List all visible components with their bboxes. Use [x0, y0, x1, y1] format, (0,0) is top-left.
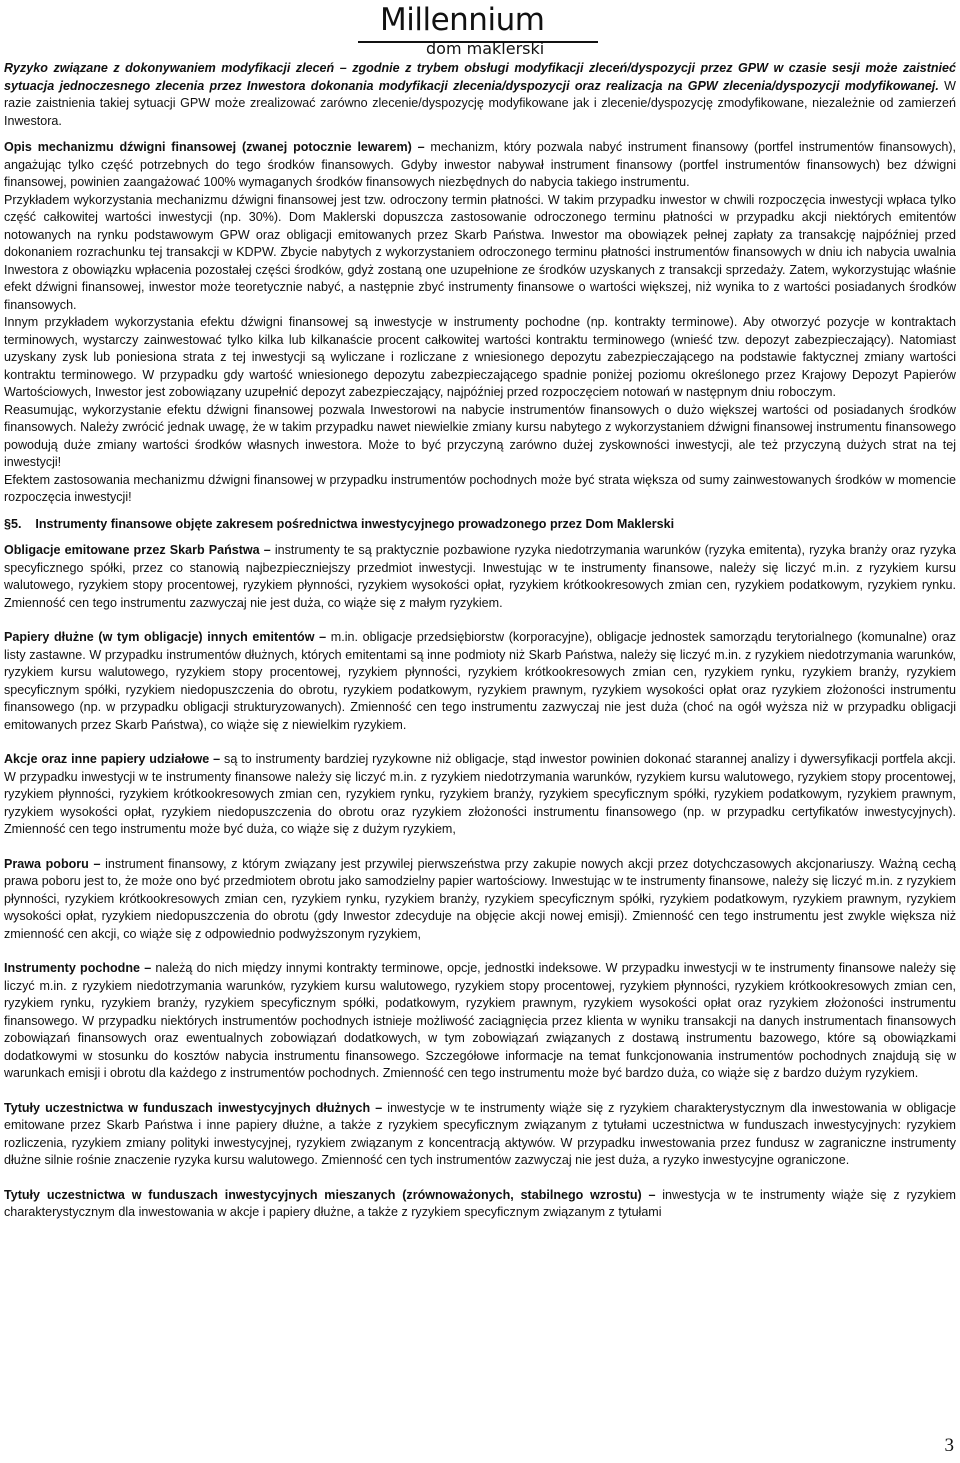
- paragraph-text: mechanizm, który pozwala nabyć instrument finansowy (portfel instrumentów finansowych), angażując tylko część potrzebnych do tego środków finansowych. Gdyby inwestor nabywał instrument finansowy (portfel instrumentów finansowych) bez dźwigni finansowej, powinien zaangażować 100% wymaganych środków finansowych niezbędnych do nabycia takiego instrumentu.: [4, 140, 956, 189]
- item-lead: Tytuły uczestnictwa w funduszach inwestycyjnych dłużnych –: [4, 1100, 383, 1115]
- paragraph-lead: Ryzyko związane z dokonywaniem modyfikacji zleceń: [4, 61, 335, 75]
- item-text: instrumenty te są praktycznie pozbawione ryzyka niedotrzymania warunków (ryzyka emitenta), ryzyka branży oraz ryzyka specyficznego spółki, przez co stanowią najbezpieczniejszy przedmiot inwestycji. Inwestując w te instrumenty finansowe, należy się liczyć m.in. z ryzykiem kursu walutowego, ryzykiem stopy procentowej, ryzykiem płynności, ryzykiem wysokości opłat, ryzykiem krótkookresowych zmian cen, ryzykiem podatkowym, ryzykiem rynku. Zmienność cen tego instrumentu zazwyczaj nie jest duża, co wiąże się z małym ryzykiem.: [4, 543, 956, 610]
- paragraph-lead: Opis mechanizmu dźwigni finansowej (zwanej potocznie lewarem) –: [4, 140, 425, 154]
- item-lead: Papiery dłużne (w tym obligacje) innych emitentów –: [4, 630, 327, 644]
- paragraph-deferred-payment: Przykładem wykorzystania mechanizmu dźwigni finansowej jest tzw. odroczony termin płatności. W takim przypadku inwestor w chwili rozpoczęcia inwestycji wpłaca tylko część całkowitej wartości inwestycji (np. 30%). Dom Maklerski dopuszcza zastosowanie odroczonego terminu płatności w przypadku akcji niektórych emitentów notowanych na rynku podstawowym GPW oraz obligacji emitowanych przez Skarb Państwa. Inwestor ma obowiązek pełnej zapłaty za transakcję najpóźniej przed dokonaniem rozrachunku tej transakcji w KDPW. Zbycie nabytych z wykorzystaniem odroczonego terminu płatności instrumentów finansowych w dniu ich nabycia uwalnia Inwestora z obowiązku wpłacenia pozostałej części środków, gdyż zostaną one uzupełnione ze środków uzyskanych z transakcji sprzedaży. Zatem, wykorzystując właśnie efekt dźwigni finansowej, inwestor może teoretycznie nabyć, a następnie zbyć instrumenty finansowe o wartości większej, niż wynika to z wartości posiadanych środków finansowych.: [4, 192, 956, 312]
- item-derivatives: [4, 960, 956, 1083]
- item-lead: Prawa poboru –: [4, 856, 101, 871]
- paragraph-leverage-loss: Efektem zastosowania mechanizmu dźwigni finansowej w przypadku instrumentów pochodnych może być strata większa od sumy zainwestowanych środków w momencie rozpoczęcia inwestycji!: [4, 472, 956, 504]
- item-shares: [4, 751, 956, 839]
- company-logo: [358, 2, 602, 58]
- item-debt-funds: [4, 1100, 956, 1170]
- section-number: §5.: [4, 516, 22, 531]
- item-debt-securities: [4, 629, 956, 734]
- item-lead: Tytuły uczestnictwa w funduszach inwestycyjnych mieszanych (zrównoważonych, stabilnego wzrostu) –: [4, 1187, 656, 1202]
- item-lead: Akcje oraz inne papiery udziałowe –: [4, 752, 221, 766]
- item-text: m.in. obligacje przedsiębiorstw (korporacyjne), obligacje jednostek samorządu terytorialnego (komunalne) oraz listy zastawne. W przypadku instrumentów dłużnych, których emitentami są inne podmioty niż Skarb Państwa, należy się liczyć m.in. z ryzykiem niedotrzymania warunków, ryzykiem kursu walutowego, ryzykiem stopy procentowej, ryzykiem płynności, ryzykiem krótkookresowych zmian cen, ryzykiem rynku, ryzykiem branży, ryzykiem specyficznym spółki, ryzykiem niedopuszczenia do obrotu, ryzykiem podatkowym, ryzykiem prawnym, ryzykiem wysokości opłat oraz ryzykiem złożoności instrumentu finansowego (np. w przypadku obligacji strukturyzowanych). Zmienność cen tego instrumentu zazwyczaj nie jest duża (choć na ogół wyższa niż w przypadku obligacji emitowanych przez Skarb Państwa), co wiąże się z niewielkim ryzykiem.: [4, 630, 956, 732]
- logo-name: Millennium: [380, 2, 545, 38]
- item-text: instrument finansowy, z którym związany jest przywilej pierwszeństwa przy zakupie nowych akcji przez dotychczasowych akcjonariuszy. Ważną cechą prawa poboru jest to, że może ono być przedmiotem obrotu jako samodzielny papier wartościowy. Inwestując w te instrumenty finansowe, należy się liczyć m.in. z ryzykiem płynności, ryzykiem krótkookresowych zmian cen, ryzykiem rynku, ryzykiem branży, ryzykiem specyficznym spółki, ryzykiem podatkowym, ryzykiem prawnym, ryzykiem wysokości opłat, ryzykiem niedopuszczenia do obrotu (gdy Inwestor zdecyduje na objęcie akcji nowej emisji). Zmienność cen tego instrumentu jest zwykle większa niż zmienność cen akcji, co wiąże się z odpowiednio podwyższonym ryzykiem,: [4, 856, 956, 941]
- item-text: są to instrumenty bardziej ryzykowne niż obligacje, stąd inwestor powinien dokonać starannej analizy i dywersyfikacji portfela akcji. W przypadku inwestycji w te instrumenty finansowe należy się liczyć m.in. z ryzykiem niedotrzymania warunków, ryzykiem kursu walutowego, ryzykiem stopy procentowej, ryzykiem płynności, ryzykiem krótkookresowych zmian cen, ryzykiem rynku, ryzykiem branży, ryzykiem specyficznym spółki, ryzykiem podatkowym, ryzykiem prawnym, ryzykiem wysokości opłat, ryzykiem niedopuszczenia do obrotu oraz ryzykiem złożoności instrumentu finansowego (np. w przypadku certyfikatów inwestycyjnych). Zmienność cen tego instrumentu może być duża, co wiąże się z dużym ryzykiem,: [4, 752, 956, 836]
- paragraph-dash: –: [334, 61, 353, 75]
- paragraph-modification-risk: [4, 60, 956, 130]
- item-lead: Instrumenty pochodne –: [4, 961, 152, 975]
- item-text: inwestycje w te instrumenty wiąże się z ryzykiem charakterystycznym dla inwestowania w obligacje emitowane przez Skarb Państwa i inne papiery dłużne, a także z ryzykiem specyficznym związanym z tytułami uczestnictwa w funduszach inwestycyjnych: ryzykiem rozliczenia, ryzykiem zmiany polityki inwestycyjnej, ryzykiem związanym z koncentracją aktywów. W przypadku inwestowania przez fundusz w zagraniczne instrumenty dłużne silnie rośnie znaczenie ryzyka kursu walutowego. Zmienność cen tych instrumentów zazwyczaj nie jest duża, a ryzyko inwestycyjne ograniczone.: [4, 1100, 956, 1167]
- section-title: Instrumenty finansowe objęte zakresem pośrednictwa inwestycyjnego prowadzonego przez Dom Maklerski: [35, 516, 675, 531]
- paragraph-text: zgodnie z trybem obsługi modyfikacji zleceń/dyspozycji przez GPW w czasie sesji może zaistnieć sytuacja jednoczesnego zlecenia przez Inwestora dokonania modyfikacji zlecenia/dyspozycji oraz realizacja na GPW zlecenia/dyspozycji modyfikowanej.: [4, 61, 956, 93]
- paragraph-derivatives-leverage: Innym przykładem wykorzystania efektu dźwigni finansowej są inwestycje w instrumenty pochodne (np. kontrakty terminowe). Aby otworzyć pozycje w kontraktach terminowych, wystarczy zainwestować tylko kilka lub kilkanaście procent całkowitej wartości kontraktu terminowego (wnieść tzw. depozyt zabezpieczający). Natomiast uzyskany zysk lub poniesiona strata z tej inwestycji są wyliczane i rozliczane z wniesionego depozytu zabezpieczającego na podstawie faktycznej zmiany wartości kontraktu terminowego. W przypadku gdy wartość wniesionego depozytu zabezpieczającego spadnie poniżej poziomu określonego przez Krajowy Depozyt Papierów Wartościowych, Inwestor jest zobowiązany uzupełnić depozyt zabezpieczający, najpóźniej przed rozpoczęciem notowań w następnym dniu roboczym.: [4, 315, 956, 399]
- paragraph-summary: Reasumując, wykorzystanie efektu dźwigni finansowej pozwala Inwestorowi na nabycie instrumentów finansowych o dużo większej wartości od posiadanych środków finansowych. Należy zwrócić jednak uwagę, że w takim przypadku nawet niewielkie zmiany kursu nabytego z wykorzystaniem dźwigni finansowej instrumentu finansowego powodują duże zmiany wartości środków własnych inwestora. Może to być przyczyną zarówno dużej zyskowności inwestycji, ale też przyczyną dużych strat na tej inwestycji!: [4, 402, 956, 469]
- logo-subtitle: dom maklerski: [426, 39, 545, 58]
- page-number: 3: [944, 1435, 954, 1456]
- item-treasury-bonds: [4, 542, 956, 612]
- item-text: inwestycja w te instrumenty wiąże się z ryzykiem charakterystycznym dla inwestowania w akcje i papiery dłużne, a także z ryzykiem specyficznym związanym z tytułami: [4, 1187, 956, 1219]
- paragraph-text: W razie zaistnienia takiej sytuacji GPW może zrealizować zarówno zlecenie/dyspozycję modyfikowane jak i zlecenie/dyspozycję zmodyfikowane, niezależnie od zamierzeń Inwestora.: [4, 78, 956, 128]
- item-subscription-rights: [4, 856, 956, 944]
- document-body: [4, 60, 956, 1222]
- item-mixed-funds: [4, 1187, 956, 1222]
- item-lead: Obligacje emitowane przez Skarb Państwa –: [4, 543, 271, 557]
- paragraph-leverage: [4, 139, 956, 192]
- item-text: należą do nich między innymi kontrakty terminowe, opcje, jednostki indeksowe. W przypadku inwestycji w te instrumenty finansowe należy się liczyć m.in. z ryzykiem niedotrzymania warunków, ryzykiem kursu walutowego, ryzykiem stopy procentowej, ryzykiem płynności, ryzykiem krótkookresowych zmian cen, ryzykiem rynku, ryzykiem branży, ryzykiem specyficznym spółki, podatkowym, ryzykiem prawnym, ryzykiem wysokości opłat oraz ryzykiem złożoności instrumentu finansowego. W przypadku niektórych instrumentów pochodnych istnieje możliwość zaciągnięcia przez klienta w wyniku transakcji na danych instrumentach finansowych zobowiązań finansowych oraz ewentualnych zobowiązań dodatkowych, w tym zobowiązań związanych z dostawą instrumentu bazowego, które są obowiązkami dodatkowymi w stosunku do kosztów nabycia instrumentu finansowego. Szczegółowe informacje na temat funkcjonowania instrumentów pochodnych znajdują się w warunkach emisji i obrotu dla każdego z instrumentów pochodnych. Zmienność cen tego instrumentu może być bardzo duża, co wiąże się z bardzo dużym ryzykiem.: [4, 961, 957, 1080]
- section-heading: [4, 516, 956, 534]
